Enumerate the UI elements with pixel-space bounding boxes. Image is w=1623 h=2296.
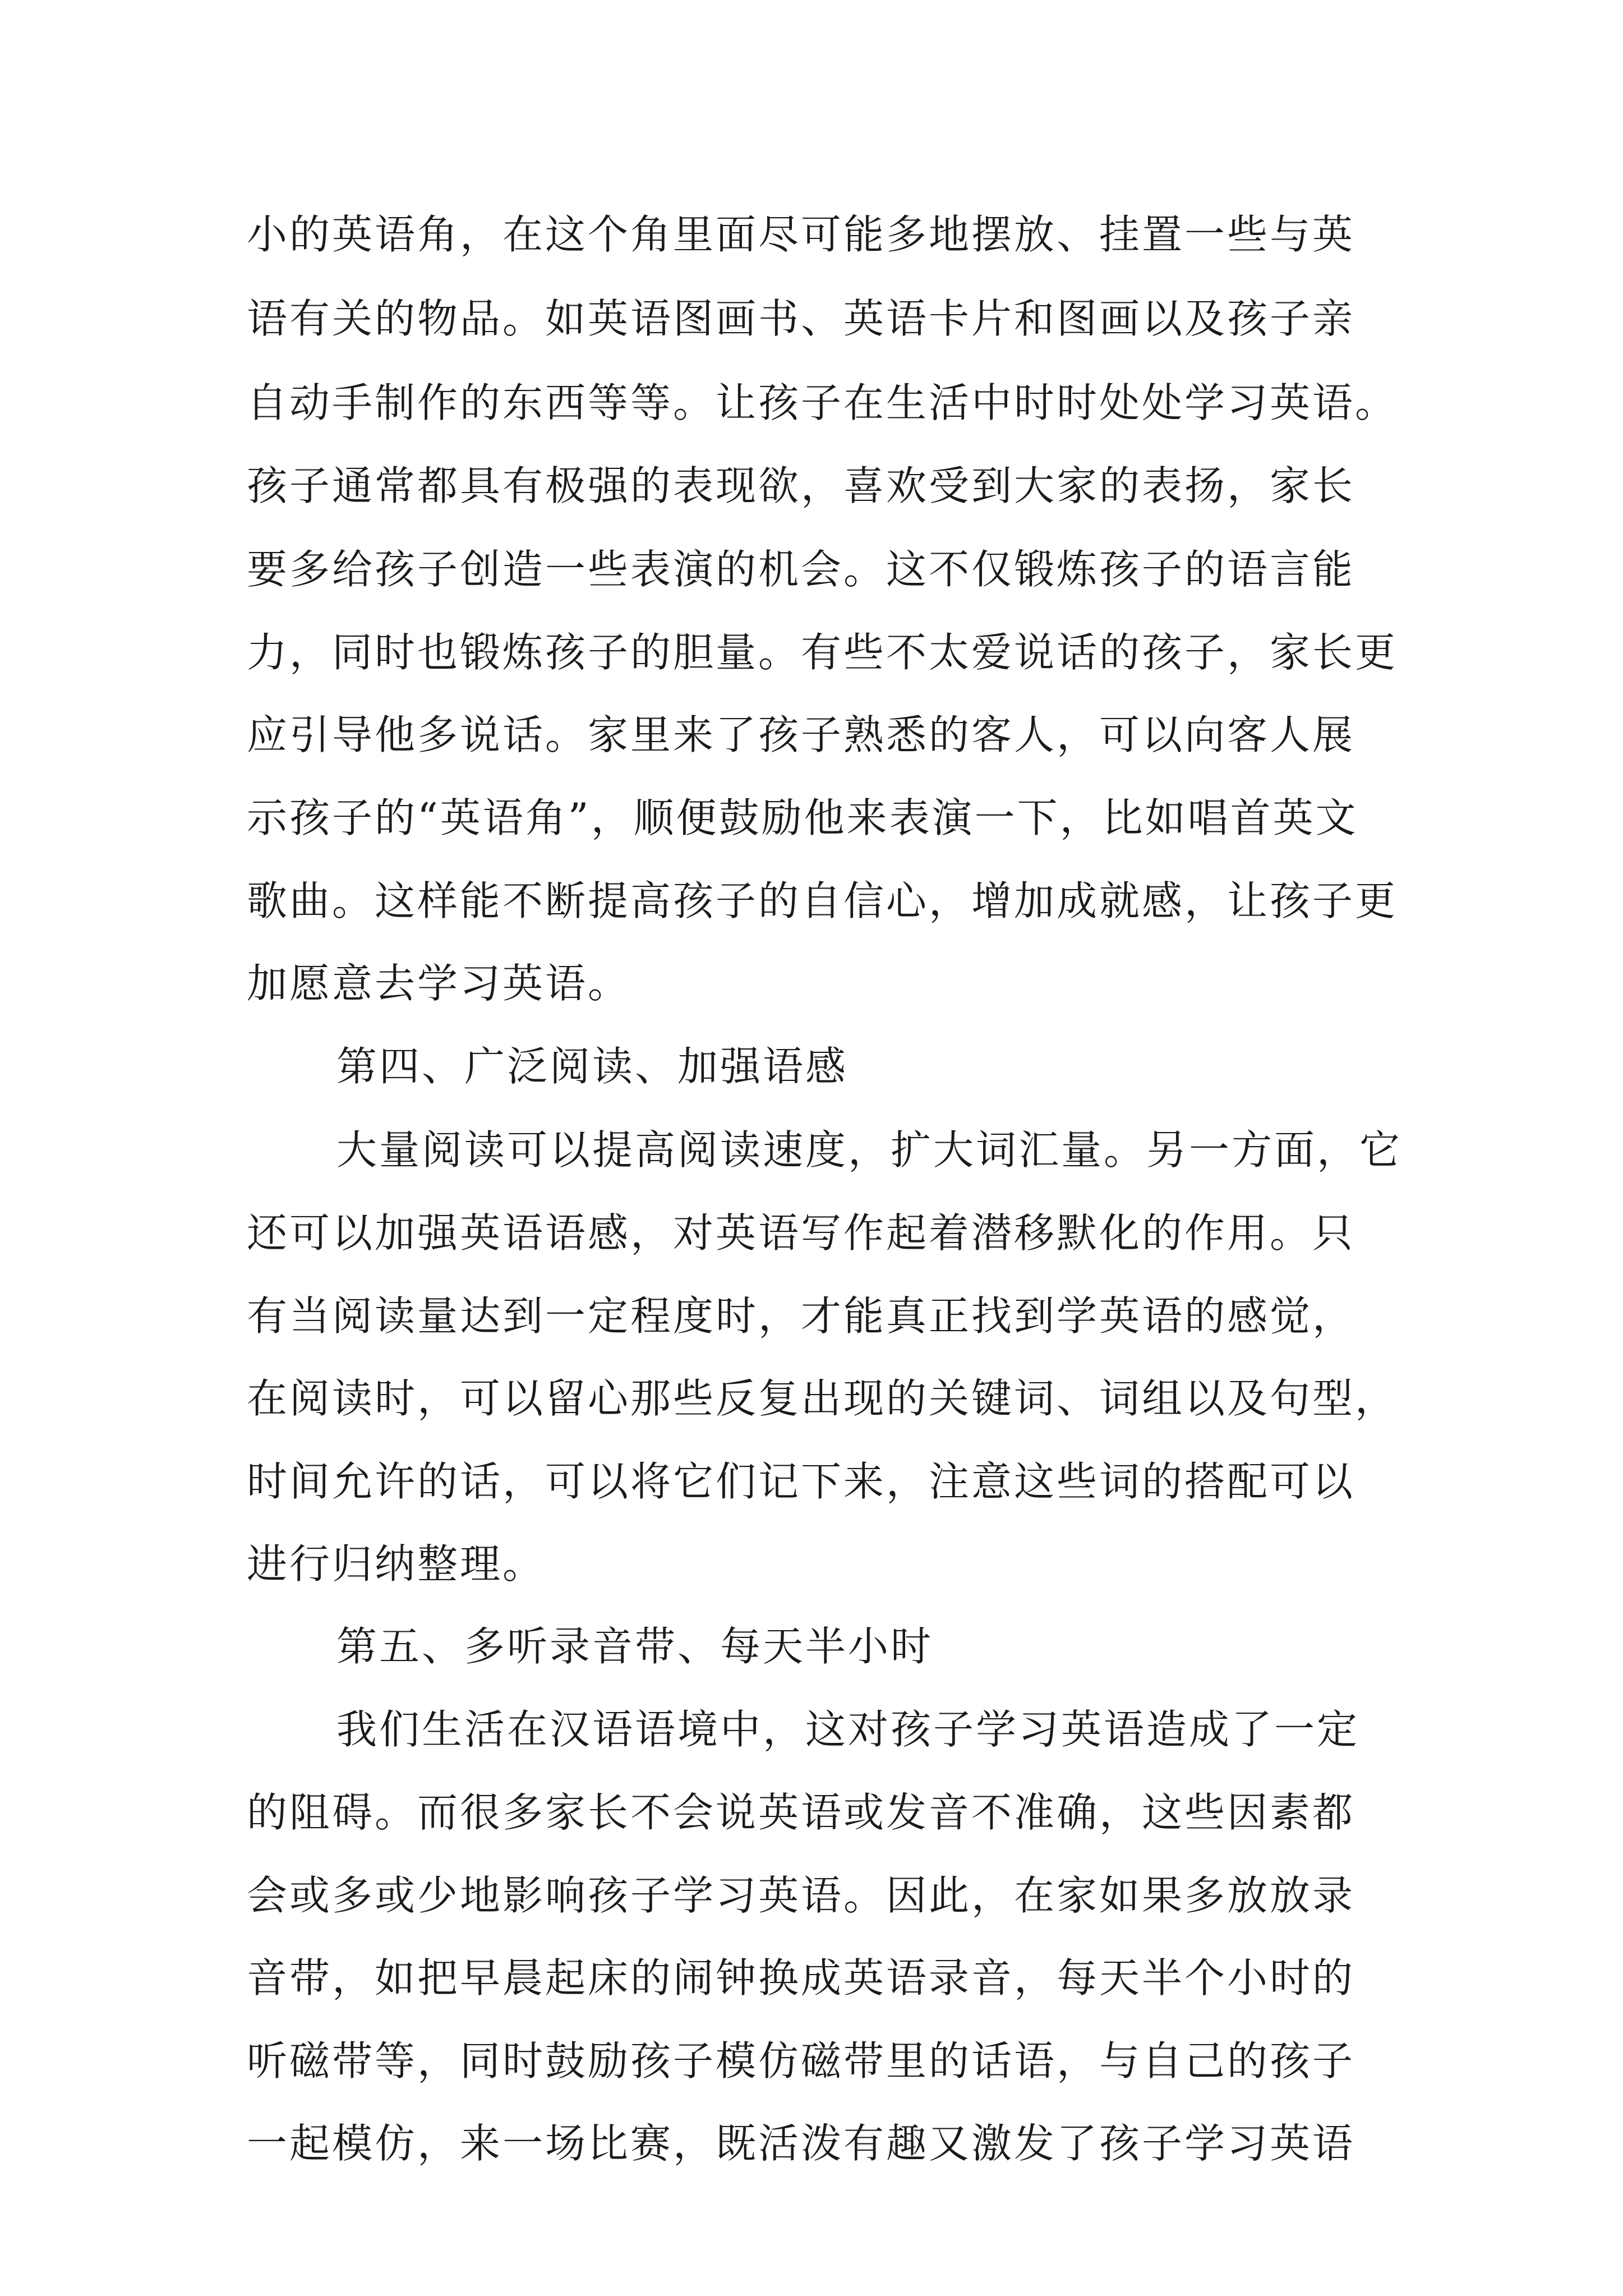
text-line: 在阅读时，可以留心那些反复出现的关键词、词组以及句型， <box>247 1375 1398 1422</box>
text-line: 自动手制作的东西等等。让孩子在生活中时时处处学习英语。 <box>247 379 1398 426</box>
text-line: 有当阅读量达到一定程度时，才能真正找到学英语的感觉， <box>247 1292 1355 1340</box>
text-line: 应引导他多说话。家里来了孩子熟悉的客人，可以向客人展 <box>247 711 1355 758</box>
text-line: 听磁带等，同时鼓励孩子模仿磁带里的话语，与自己的孩子 <box>247 2037 1355 2085</box>
text-line: 语有关的物品。如英语图画书、英语卡片和图画以及孩子亲 <box>247 295 1355 342</box>
section-heading: 第五、多听录音带、每天半小时 <box>336 1623 934 1670</box>
text-line: 还可以加强英语语感，对英语写作起着潜移默化的作用。只 <box>247 1209 1355 1257</box>
text-line: 音带，如把早晨起床的闹钟换成英语录音，每天半个小时的 <box>247 1954 1355 2001</box>
text-line: 小的英语角，在这个角里面尽可能多地摆放、挂置一些与英 <box>247 211 1355 258</box>
text-line: 一起模仿，来一场比赛，既活泼有趣又激发了孩子学习英语 <box>247 2120 1355 2167</box>
text-line: 加愿意去学习英语。 <box>247 960 631 1007</box>
text-line: 大量阅读可以提高阅读速度，扩大词汇量。另一方面，它 <box>336 1126 1403 1174</box>
text-line: 进行归纳整理。 <box>247 1540 546 1588</box>
text-line: 时间允许的话，可以将它们记下来，注意这些词的搭配可以 <box>247 1458 1355 1505</box>
text-line: 示孩子的“英语角”，顺便鼓励他来表演一下，比如唱首英文 <box>247 794 1358 841</box>
text-line: 要多给孩子创造一些表演的机会。这不仅锻炼孩子的语言能 <box>247 546 1355 593</box>
text-line: 力，同时也锻炼孩子的胆量。有些不太爱说话的孩子，家长更 <box>247 629 1398 676</box>
text-line: 孩子通常都具有极强的表现欲，喜欢受到大家的表扬，家长 <box>247 462 1355 509</box>
text-line: 我们生活在汉语语境中，这对孩子学习英语造成了一定 <box>336 1706 1360 1753</box>
text-line: 会或多或少地影响孩子学习英语。因此，在家如果多放放录 <box>247 1872 1355 1919</box>
section-heading: 第四、广泛阅读、加强语感 <box>336 1043 849 1090</box>
text-line: 的阻碍。而很多家长不会说英语或发音不准确，这些因素都 <box>247 1789 1355 1836</box>
text-line: 歌曲。这样能不断提高孩子的自信心，增加成就感，让孩子更 <box>247 877 1398 924</box>
